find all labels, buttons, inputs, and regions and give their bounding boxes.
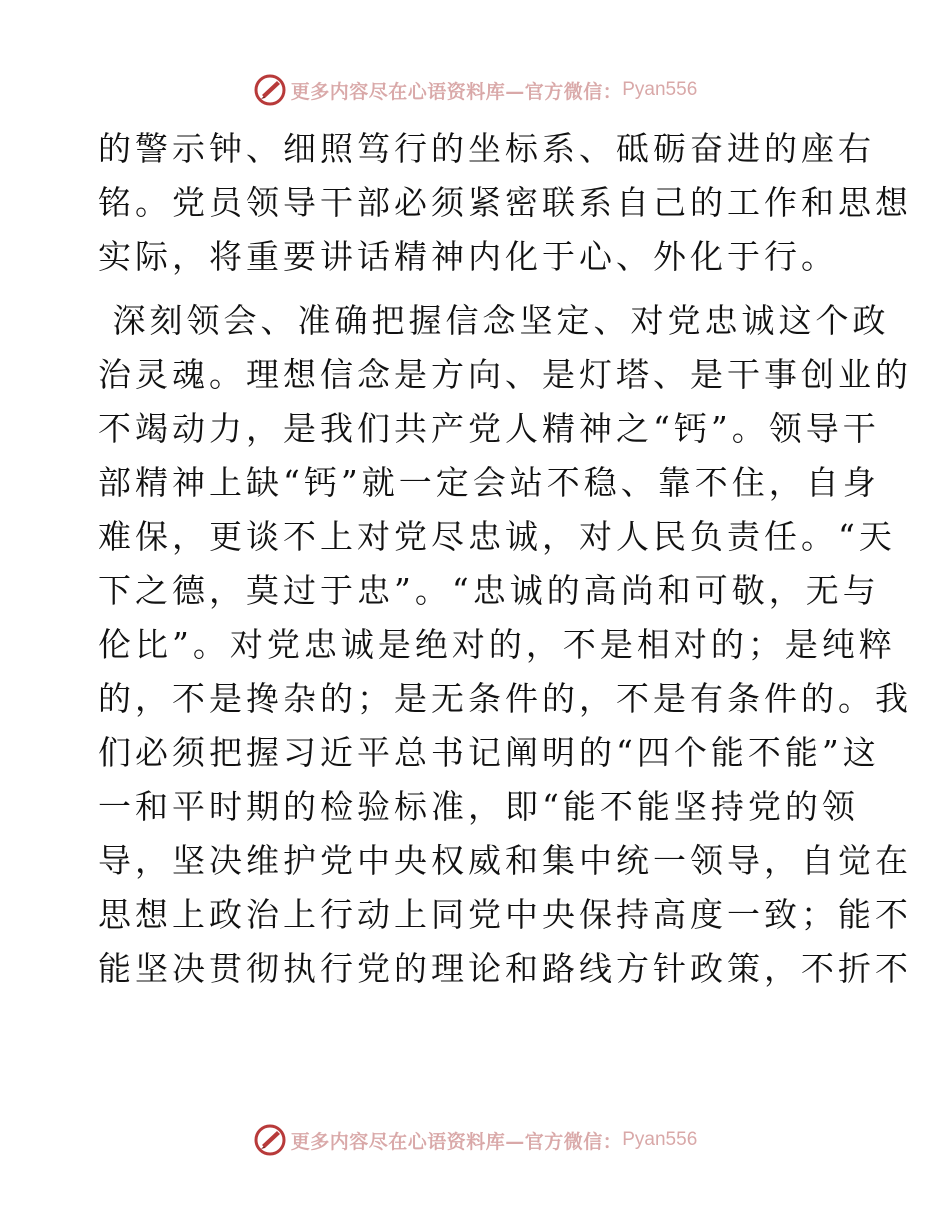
header-wechat-id: Pyan556 (622, 79, 698, 100)
paragraph-1 (98, 122, 912, 284)
text-line: 一和平时期的检验标准，即“能不能坚持党的领 (98, 787, 859, 826)
text-line: 的警示钟、细照笃行的坐标系、砥砺奋进的座右 (98, 129, 875, 168)
header-brand-text: 更多内容尽在心语资料库—官方微信： (290, 80, 623, 103)
footer-brand-text: 更多内容尽在心语资料库—官方微信： (290, 1130, 623, 1153)
footer-banner (0, 1120, 950, 1160)
brand-logo-icon (253, 1123, 287, 1157)
text-line: 思想上政治上行动上同党中央保持高度一致；能不 (98, 895, 912, 934)
text-line: 难保，更谈不上对党尽忠诚，对人民负责任。“天 (98, 517, 896, 556)
text-line: 的，不是搀杂的；是无条件的，不是有条件的。我 (98, 679, 912, 718)
text-line: 下之德，莫过于忠”。“忠诚的高尚和可敬，无与 (98, 571, 880, 610)
text-line: 伦比”。对党忠诚是绝对的，不是相对的；是纯粹 (98, 625, 896, 664)
document-body (98, 122, 912, 996)
text-line: 深刻领会、准确把握信念坚定、对党忠诚这个政 (98, 301, 890, 340)
paragraph-gap (98, 284, 858, 294)
text-line: 导，坚决维护党中央权威和集中统一领导，自觉在 (98, 841, 912, 880)
footer-wechat-id: Pyan556 (622, 1129, 698, 1150)
brand-logo-icon (253, 73, 287, 107)
text-line: 实际，将重要讲话精神内化于心、外化于行。 (98, 237, 838, 276)
text-line: 部精神上缺“钙”就一定会站不稳、靠不住，自身 (98, 463, 880, 502)
paragraph-2 (98, 294, 912, 996)
text-line: 们必须把握习近平总书记阐明的“四个能不能”这 (98, 733, 880, 772)
text-line: 铭。党员领导干部必须紧密联系自己的工作和思想 (98, 183, 912, 222)
header-banner (0, 70, 950, 110)
text-line: 不竭动力，是我们共产党人精神之“钙”。领导干 (98, 409, 880, 448)
text-line: 能坚决贯彻执行党的理论和路线方针政策，不折不 (98, 949, 912, 988)
text-line: 治灵魂。理想信念是方向、是灯塔、是干事创业的 (98, 355, 912, 394)
